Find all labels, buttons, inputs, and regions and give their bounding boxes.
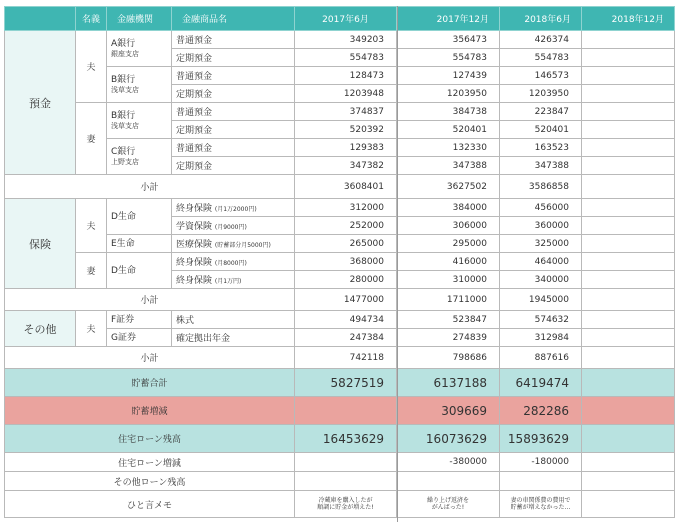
product-cell (172, 271, 295, 289)
loan-change-label: 住宅ローン増減 (5, 453, 295, 472)
owner-husband: 夫 (76, 311, 107, 347)
table-row (5, 253, 675, 271)
product-name: 終身保険 (176, 204, 213, 214)
product-cell (172, 199, 295, 217)
value-cell (582, 67, 675, 85)
value-cell: 374837 (295, 103, 397, 121)
value-cell: 456000 (500, 199, 582, 217)
other-loan-value (500, 472, 582, 491)
value-cell: 426374 (500, 31, 582, 49)
category-other: その他 (5, 311, 76, 347)
institution-name: D生命 (107, 253, 172, 289)
memo-text: 妻の車関係費の費用で 貯蓄が増えなかった… (500, 491, 582, 518)
other-loan-value (295, 472, 397, 491)
loan-balance-value: 16453629 (295, 425, 397, 453)
loan-change-value (582, 453, 675, 472)
header-row (5, 7, 675, 31)
value-cell: 310000 (397, 271, 500, 289)
branch-name: 銀座支店 (111, 49, 139, 58)
value-cell: 523847 (397, 311, 500, 329)
value-cell: 128473 (295, 67, 397, 85)
owner-wife: 妻 (76, 253, 107, 289)
value-cell: 146573 (500, 67, 582, 85)
product-name: 医療保険 (176, 240, 213, 250)
value-cell: 384738 (397, 103, 500, 121)
value-cell: 360000 (500, 217, 582, 235)
savings-change-value (582, 397, 675, 425)
loan-change-value: -380000 (397, 453, 500, 472)
subtotal-value: 887616 (500, 347, 582, 369)
value-cell: 347388 (397, 157, 500, 175)
value-cell (582, 217, 675, 235)
loan-balance-value (582, 425, 675, 453)
value-cell: 223847 (500, 103, 582, 121)
value-cell: 312000 (295, 199, 397, 217)
value-cell: 312984 (500, 329, 582, 347)
savings-change-row (5, 397, 675, 425)
product-name: 終身保険 (176, 258, 213, 268)
value-cell: 325000 (500, 235, 582, 253)
memo-text: 冷蔵庫を購入したが 順調に貯金が増えた! (295, 491, 397, 518)
value-cell: 349203 (295, 31, 397, 49)
loan-balance-value: 16073629 (397, 425, 500, 453)
value-cell: 554783 (397, 49, 500, 67)
institution-name: A銀行 (111, 38, 136, 49)
table-row (5, 31, 675, 49)
value-cell (582, 235, 675, 253)
subtotal-label: 小計 (5, 347, 295, 369)
product-name: 定期預金 (172, 121, 295, 139)
product-name: 普通預金 (172, 31, 295, 49)
branch-name: 上野支店 (111, 157, 139, 166)
subtotal-value: 798686 (397, 347, 500, 369)
savings-total-row (5, 369, 675, 397)
header-blank (5, 7, 76, 31)
subtotal-value: 3608401 (295, 175, 397, 199)
institution-cell (107, 67, 172, 103)
value-cell (582, 329, 675, 347)
value-cell (582, 253, 675, 271)
branch-name: 浅草支店 (111, 121, 139, 130)
savings-total-value: 6419474 (500, 369, 582, 397)
value-cell: 340000 (500, 271, 582, 289)
product-name: 確定拠出年金 (172, 329, 295, 347)
value-cell: 127439 (397, 67, 500, 85)
savings-change-label: 貯蓄増減 (5, 397, 295, 425)
header-period-4: 2018年12月 (582, 7, 675, 31)
value-cell: 247384 (295, 329, 397, 347)
product-cell (172, 253, 295, 271)
loan-change-row (5, 453, 675, 472)
value-cell (582, 139, 675, 157)
value-cell (582, 199, 675, 217)
product-name: 定期預金 (172, 49, 295, 67)
value-cell: 520392 (295, 121, 397, 139)
subtotal-row-insurance (5, 289, 675, 311)
owner-wife: 妻 (76, 103, 107, 175)
table-row (5, 199, 675, 217)
savings-total-value (582, 369, 675, 397)
product-cell (172, 217, 295, 235)
value-cell: 252000 (295, 217, 397, 235)
value-cell: 520401 (500, 121, 582, 139)
page-fold-divider (397, 6, 398, 522)
value-cell (582, 49, 675, 67)
category-deposits: 預金 (5, 31, 76, 175)
product-name: 普通預金 (172, 103, 295, 121)
header-institution: 金融機関 (107, 7, 172, 31)
product-note: (月1万円) (214, 278, 242, 285)
value-cell: 163523 (500, 139, 582, 157)
institution-cell (107, 31, 172, 67)
value-cell: 554783 (500, 49, 582, 67)
value-cell: 265000 (295, 235, 397, 253)
value-cell (582, 85, 675, 103)
institution-name: F証券 (107, 311, 172, 329)
product-name: 定期預金 (172, 85, 295, 103)
header-period-3: 2018年6月 (500, 7, 582, 31)
value-cell: 129383 (295, 139, 397, 157)
product-note: (月9000円) (214, 224, 247, 231)
category-insurance: 保険 (5, 199, 76, 289)
subtotal-value: 1711000 (397, 289, 500, 311)
subtotal-value: 3627502 (397, 175, 500, 199)
owner-husband: 夫 (76, 31, 107, 103)
value-cell (582, 271, 675, 289)
value-cell: 520401 (397, 121, 500, 139)
memo-row (5, 491, 675, 518)
header-owner: 名義 (76, 7, 107, 31)
subtotal-value (582, 289, 675, 311)
value-cell: 280000 (295, 271, 397, 289)
subtotal-value (582, 347, 675, 369)
value-cell: 574632 (500, 311, 582, 329)
savings-total-label: 貯蓄合計 (5, 369, 295, 397)
subtotal-label: 小計 (5, 175, 295, 199)
institution-name: G証券 (107, 329, 172, 347)
savings-change-value: 282286 (500, 397, 582, 425)
loan-balance-label: 住宅ローン残高 (5, 425, 295, 453)
value-cell (582, 103, 675, 121)
savings-change-value: 309669 (397, 397, 500, 425)
subtotal-value (582, 175, 675, 199)
institution-name: B銀行 (111, 74, 136, 85)
household-savings-table (4, 6, 675, 518)
other-loan-row (5, 472, 675, 491)
institution-name: C銀行 (111, 146, 136, 157)
institution-name: D生命 (107, 199, 172, 235)
value-cell (582, 157, 675, 175)
value-cell: 132330 (397, 139, 500, 157)
value-cell: 1203948 (295, 85, 397, 103)
value-cell: 295000 (397, 235, 500, 253)
branch-name: 浅草支店 (111, 85, 139, 94)
institution-cell (107, 139, 172, 175)
subtotal-row-deposits (5, 175, 675, 199)
value-cell: 494734 (295, 311, 397, 329)
subtotal-value: 3586858 (500, 175, 582, 199)
subtotal-value: 1945000 (500, 289, 582, 311)
product-cell (172, 235, 295, 253)
value-cell: 384000 (397, 199, 500, 217)
product-note: (貯蓄部分月5000円) (214, 242, 271, 249)
value-cell: 1203950 (500, 85, 582, 103)
value-cell: 368000 (295, 253, 397, 271)
other-loan-value (397, 472, 500, 491)
value-cell: 347388 (500, 157, 582, 175)
product-name: 普通預金 (172, 139, 295, 157)
subtotal-value: 742118 (295, 347, 397, 369)
value-cell: 416000 (397, 253, 500, 271)
header-period-1: 2017年6月 (295, 7, 397, 31)
product-name: 学資保険 (176, 222, 213, 232)
institution-name: B銀行 (111, 110, 136, 121)
value-cell: 347382 (295, 157, 397, 175)
subtotal-row-other (5, 347, 675, 369)
product-name: 定期預金 (172, 157, 295, 175)
loan-change-value: -180000 (500, 453, 582, 472)
memo-text (582, 491, 675, 518)
header-period-2: 2017年12月 (397, 7, 500, 31)
product-note: (月8000円) (214, 260, 247, 267)
owner-husband: 夫 (76, 199, 107, 253)
subtotal-value: 1477000 (295, 289, 397, 311)
loan-change-value (295, 453, 397, 472)
loan-balance-value: 15893629 (500, 425, 582, 453)
loan-balance-row (5, 425, 675, 453)
value-cell: 306000 (397, 217, 500, 235)
institution-cell (107, 103, 172, 139)
memo-text: 繰り上げ返済を がんばった! (397, 491, 500, 518)
value-cell: 554783 (295, 49, 397, 67)
value-cell (582, 311, 675, 329)
header-product: 金融商品名 (172, 7, 295, 31)
other-loan-label: その他ローン残高 (5, 472, 295, 491)
value-cell (582, 31, 675, 49)
institution-name: E生命 (107, 235, 172, 253)
savings-total-value: 6137188 (397, 369, 500, 397)
table-row (5, 311, 675, 329)
savings-change-value (295, 397, 397, 425)
value-cell: 274839 (397, 329, 500, 347)
subtotal-label: 小計 (5, 289, 295, 311)
value-cell: 1203950 (397, 85, 500, 103)
memo-label: ひと言メモ (5, 491, 295, 518)
product-name: 普通預金 (172, 67, 295, 85)
table-row (5, 103, 675, 121)
value-cell (582, 121, 675, 139)
other-loan-value (582, 472, 675, 491)
value-cell: 356473 (397, 31, 500, 49)
product-name: 株式 (172, 311, 295, 329)
product-name: 終身保険 (176, 276, 213, 286)
product-note: (月1万2000円) (214, 206, 257, 213)
savings-total-value: 5827519 (295, 369, 397, 397)
value-cell: 464000 (500, 253, 582, 271)
